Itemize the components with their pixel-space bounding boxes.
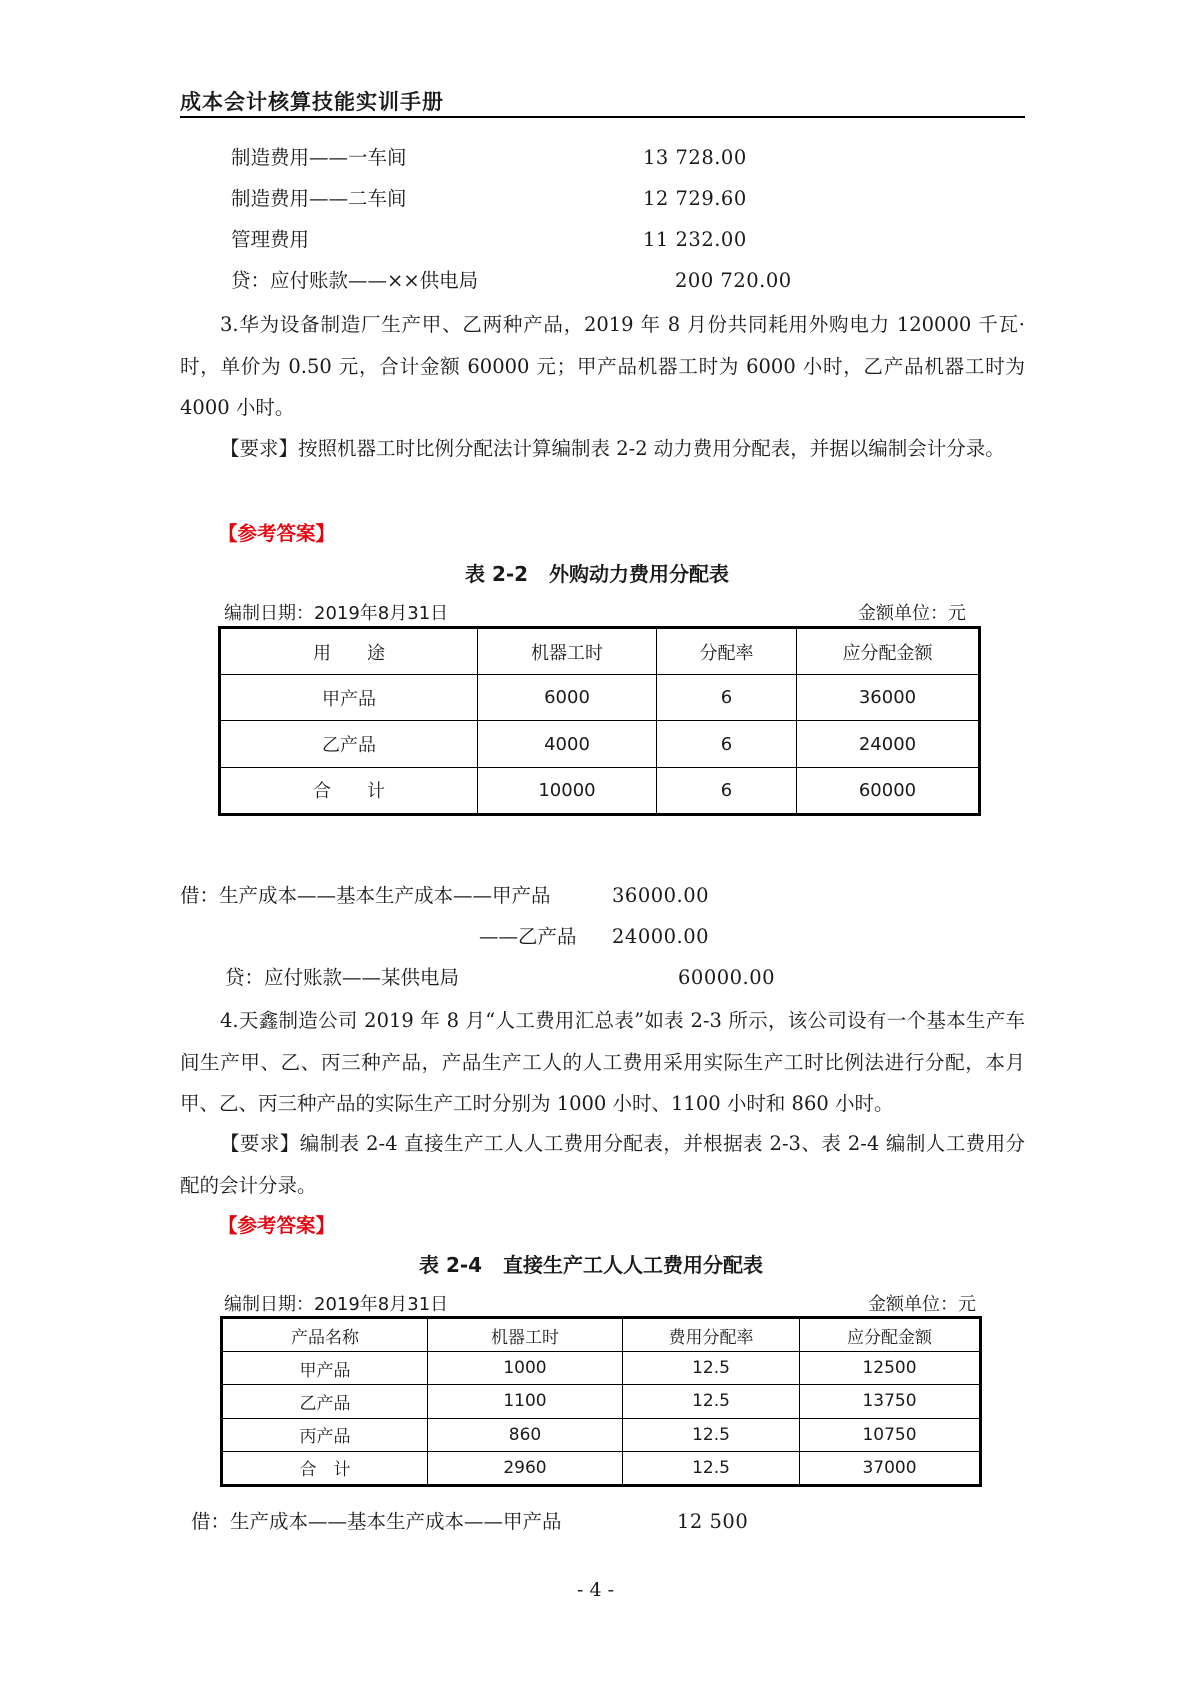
table-cell: 10000 [478,767,657,814]
table-cell: 12500 [800,1352,981,1385]
answer-label: 【参考答案】 [218,1214,336,1237]
table-cell: 6 [657,721,797,767]
table-cell: 6 [657,767,797,814]
table-2-2-caption: 表 2-2 外购动力费用分配表 [465,562,729,586]
table-header-row [220,628,980,675]
entry-label: 制造费用——一车间 [231,146,407,169]
table-2-4-date: 编制日期：2019年8月31日 [224,1294,449,1315]
table-2-2 [218,626,981,816]
table-cell: 24000 [797,721,980,767]
table-row [222,1385,981,1418]
answer-label: 【参考答案】 [218,522,336,545]
entry-amount: 11 232.00 [643,228,747,251]
page-number: - 4 - [576,1579,614,1601]
table-cell: 4000 [478,721,657,767]
entry-label: 制造费用——二车间 [231,187,407,210]
table-cell: 甲产品 [222,1352,428,1385]
column-header: 机器工时 [478,628,657,675]
question-3-requirement: 【要求】按照机器工时比例分配法计算编制表 2-2 动力费用分配表，并据以编制会计分录。 [220,437,1005,460]
entry-amount: 13 728.00 [643,146,747,169]
column-header: 用 途 [220,628,478,675]
question-4-text: 4.天鑫制造公司 2019 年 8 月“人工费用汇总表”如表 2-3 所示，该公司设有一个基本生产车间生产甲、乙、丙三种产品，产品生产工人的人工费用采用实际生产工时比例法进行分配，本月甲、乙、丙三种产品的实际生产工时分别为 1000 小时、1100 小时和 860 小时。 [180,1009,1025,1115]
table-cell: 12.5 [623,1385,800,1418]
table-2-4 [220,1316,982,1487]
debit-entry-label: 借：生产成本——基本生产成本——甲产品 [191,1510,562,1533]
column-header: 机器工时 [428,1318,623,1352]
table-row [220,721,980,767]
entry-amount: 200 720.00 [675,269,792,292]
table-cell: 12.5 [623,1451,800,1485]
table-cell: 13750 [800,1385,981,1418]
table-2-4-caption: 表 2-4 直接生产工人人工费用分配表 [419,1253,763,1277]
table-cell: 37000 [800,1451,981,1485]
column-header: 费用分配率 [623,1318,800,1352]
table-row [222,1352,981,1385]
table-cell: 合 计 [220,767,478,814]
table-cell: 6000 [478,675,657,721]
table-cell: 860 [428,1418,623,1451]
column-header: 应分配金额 [797,628,980,675]
table-cell: 10750 [800,1418,981,1451]
table-cell: 36000 [797,675,980,721]
entry-label: 贷：应付账款——××供电局 [231,269,479,292]
book-title: 成本会计核算技能实训手册 [180,90,444,114]
table-cell: 1100 [428,1385,623,1418]
debit-entry-label: 借：生产成本——基本生产成本——甲产品 [180,884,551,907]
table-total-row [220,767,980,814]
table-cell: 丙产品 [222,1418,428,1451]
table-header-row [222,1318,981,1352]
table-2-2-date: 编制日期：2019年8月31日 [224,603,449,624]
column-header: 应分配金额 [800,1318,981,1352]
column-header: 产品名称 [222,1318,428,1352]
table-cell: 12.5 [623,1352,800,1385]
entry-amount: 12 729.60 [643,187,747,210]
table-cell: 乙产品 [220,721,478,767]
debit-entry-amount: 12 500 [677,1510,749,1533]
table-cell: 6 [657,675,797,721]
question-4-requirement: 【要求】编制表 2-4 直接生产工人人工费用分配表，并根据表 2-3、表 2-4 编制人工费用分配的会计分录。 [180,1132,1025,1197]
table-cell: 甲产品 [220,675,478,721]
debit-entry-label: ——乙产品 [479,925,577,948]
credit-entry-label: 贷：应付账款——某供电局 [225,966,460,989]
table-total-row [222,1451,981,1485]
table-cell: 60000 [797,767,980,814]
table-2-4-unit: 金额单位：元 [868,1294,976,1315]
table-cell: 2960 [428,1451,623,1485]
table-row [222,1418,981,1451]
table-cell: 乙产品 [222,1385,428,1418]
column-header: 分配率 [657,628,797,675]
table-cell: 合 计 [222,1451,428,1485]
running-header [180,86,1025,118]
debit-entry-amount: 36000.00 [612,884,710,907]
table-row [220,675,980,721]
question-3-text: 3.华为设备制造厂生产甲、乙两种产品，2019 年 8 月份共同耗用外购电力 120000 千瓦·时，单价为 0.50 元，合计金额 60000 元；甲产品机器工时为 6000 小时，乙产品机器工时为 4000 小时。 [180,313,1025,419]
table-cell: 12.5 [623,1418,800,1451]
entry-label: 管理费用 [231,228,310,251]
debit-entry-amount: 24000.00 [612,925,710,948]
table-cell: 1000 [428,1352,623,1385]
table-2-2-unit: 金额单位：元 [858,603,966,624]
credit-entry-amount: 60000.00 [678,966,776,989]
